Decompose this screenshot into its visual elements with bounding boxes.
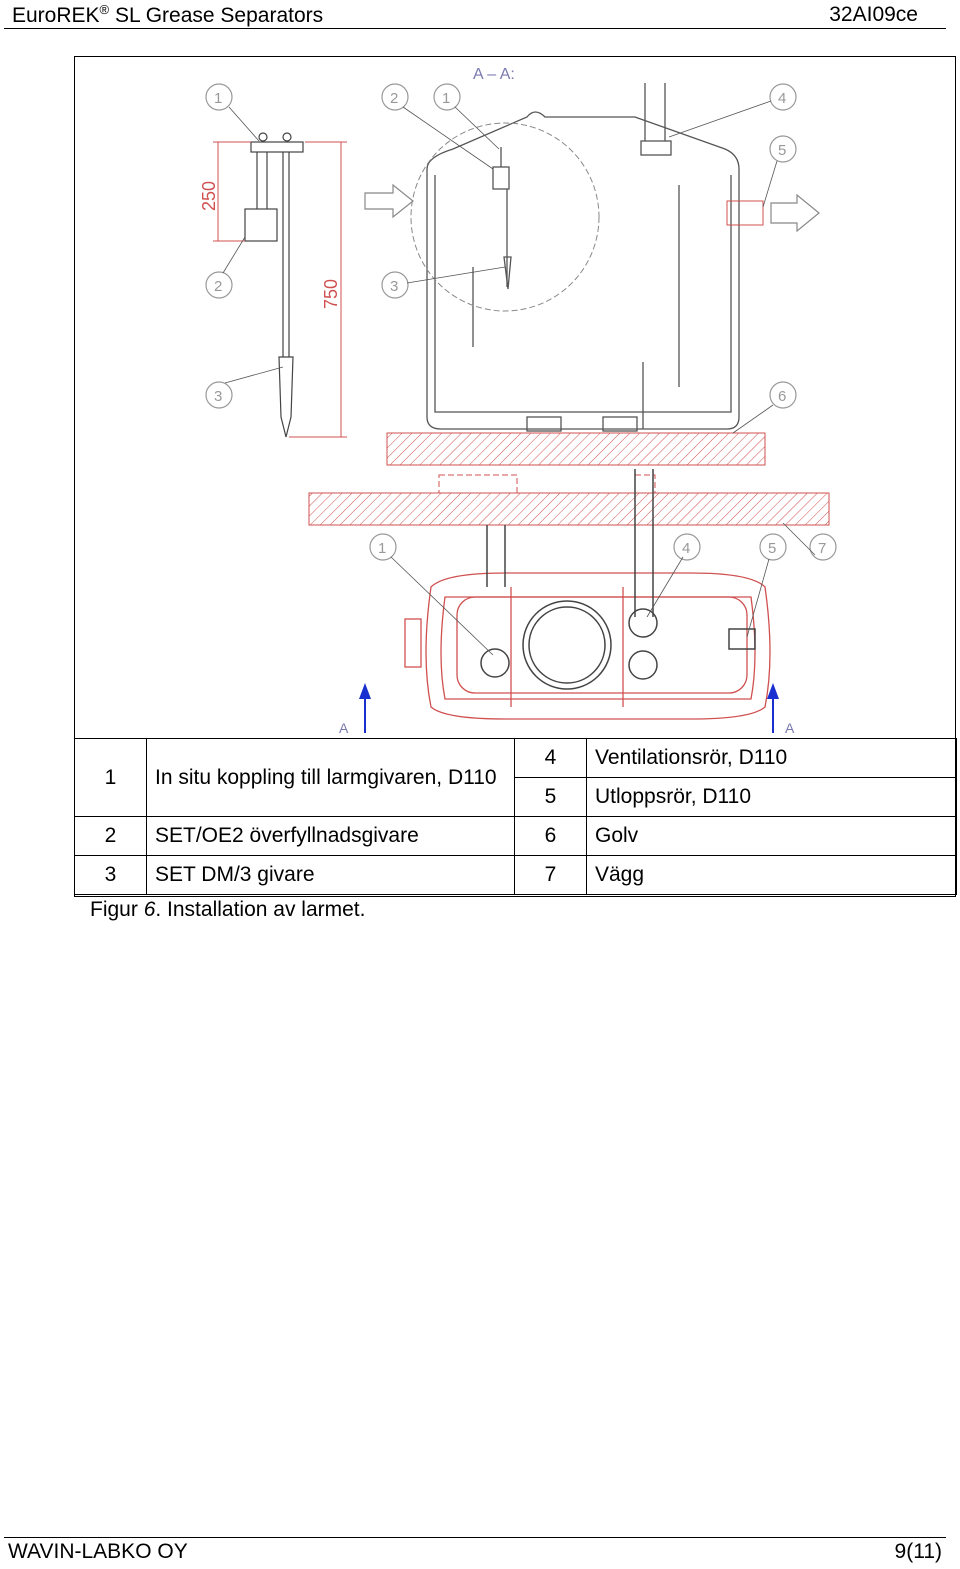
document-title: EuroREK® SL Grease Separators <box>12 2 324 27</box>
cut-markers <box>359 683 779 733</box>
leader-lines <box>223 101 815 655</box>
callout-5-top <box>770 136 796 162</box>
detail-circle <box>411 123 599 311</box>
svg-text:1: 1 <box>442 90 451 107</box>
header-divider <box>4 28 946 29</box>
callout-5-plan <box>760 534 786 560</box>
svg-text:2: 2 <box>214 278 223 295</box>
callout-1-top <box>434 84 460 110</box>
callout-6 <box>770 382 796 408</box>
legend-text: Utloppsrör, D110 <box>587 778 957 817</box>
svg-text:2: 2 <box>390 90 399 107</box>
legend-row <box>75 739 957 778</box>
legend-num: 7 <box>515 856 587 895</box>
callout-2-left <box>206 272 232 298</box>
svg-text:4: 4 <box>778 90 787 107</box>
alarm-connection <box>481 649 509 677</box>
svg-text:1: 1 <box>214 90 223 107</box>
callout-4-top <box>770 84 796 110</box>
outlet-pipe <box>727 201 763 225</box>
callout-1-top-left <box>206 84 232 110</box>
legend-num: 4 <box>515 739 587 778</box>
legend-num: 6 <box>515 817 587 856</box>
svg-text:5: 5 <box>778 142 787 159</box>
legend-row <box>75 856 957 895</box>
tank-section <box>427 83 739 431</box>
callout-7 <box>810 534 836 560</box>
legend-num: 3 <box>75 856 147 895</box>
page-number: 9(11) <box>894 1540 942 1563</box>
figure-caption: Figur 6. Installation av larmet. <box>90 898 366 921</box>
callout-3-left <box>206 382 232 408</box>
svg-text:7: 7 <box>818 540 827 557</box>
callout-4-plan <box>674 534 700 560</box>
cut-label-right: A <box>785 720 795 736</box>
legend-num: 2 <box>75 817 147 856</box>
cut-label-left: A <box>339 720 349 736</box>
svg-text:4: 4 <box>682 540 691 557</box>
svg-text:3: 3 <box>390 278 399 295</box>
legend-text: Golv <box>587 817 957 856</box>
technical-drawing <box>75 57 955 739</box>
inlet-arrow <box>365 185 413 217</box>
svg-text:3: 3 <box>214 388 223 405</box>
tank-plan <box>405 573 770 719</box>
callout-2-top <box>382 84 408 110</box>
legend-num: 5 <box>515 778 587 817</box>
legend-num: 1 <box>75 739 147 817</box>
legend-text: Ventilationsrör, D110 <box>587 739 957 778</box>
legend-text: In situ koppling till larmgivaren, D110 <box>147 739 515 817</box>
sensor-assembly <box>245 133 303 437</box>
section-label: A – A: <box>473 66 515 83</box>
svg-text:1: 1 <box>378 540 387 557</box>
svg-text:6: 6 <box>778 388 787 405</box>
callout-3-mid <box>382 272 408 298</box>
svg-text:5: 5 <box>768 540 777 557</box>
legend-table <box>74 738 957 895</box>
document-code: 32AI09ce <box>829 3 918 26</box>
dimension-750-label: 750 <box>321 278 341 309</box>
outlet-arrow <box>771 195 819 231</box>
footer-company: WAVIN-LABKO OY <box>8 1540 188 1563</box>
legend-text: SET/OE2 överfyllnadsgivare <box>147 817 515 856</box>
wall-hatch <box>309 493 829 525</box>
legend-row <box>75 817 957 856</box>
manhole <box>523 601 611 689</box>
legend-text: SET DM/3 givare <box>147 856 515 895</box>
dimension-250-label: 250 <box>199 180 219 211</box>
footer-divider <box>4 1537 946 1538</box>
legend-text: Vägg <box>587 856 957 895</box>
floor-hatch <box>387 433 765 465</box>
callout-1-plan <box>370 534 396 560</box>
